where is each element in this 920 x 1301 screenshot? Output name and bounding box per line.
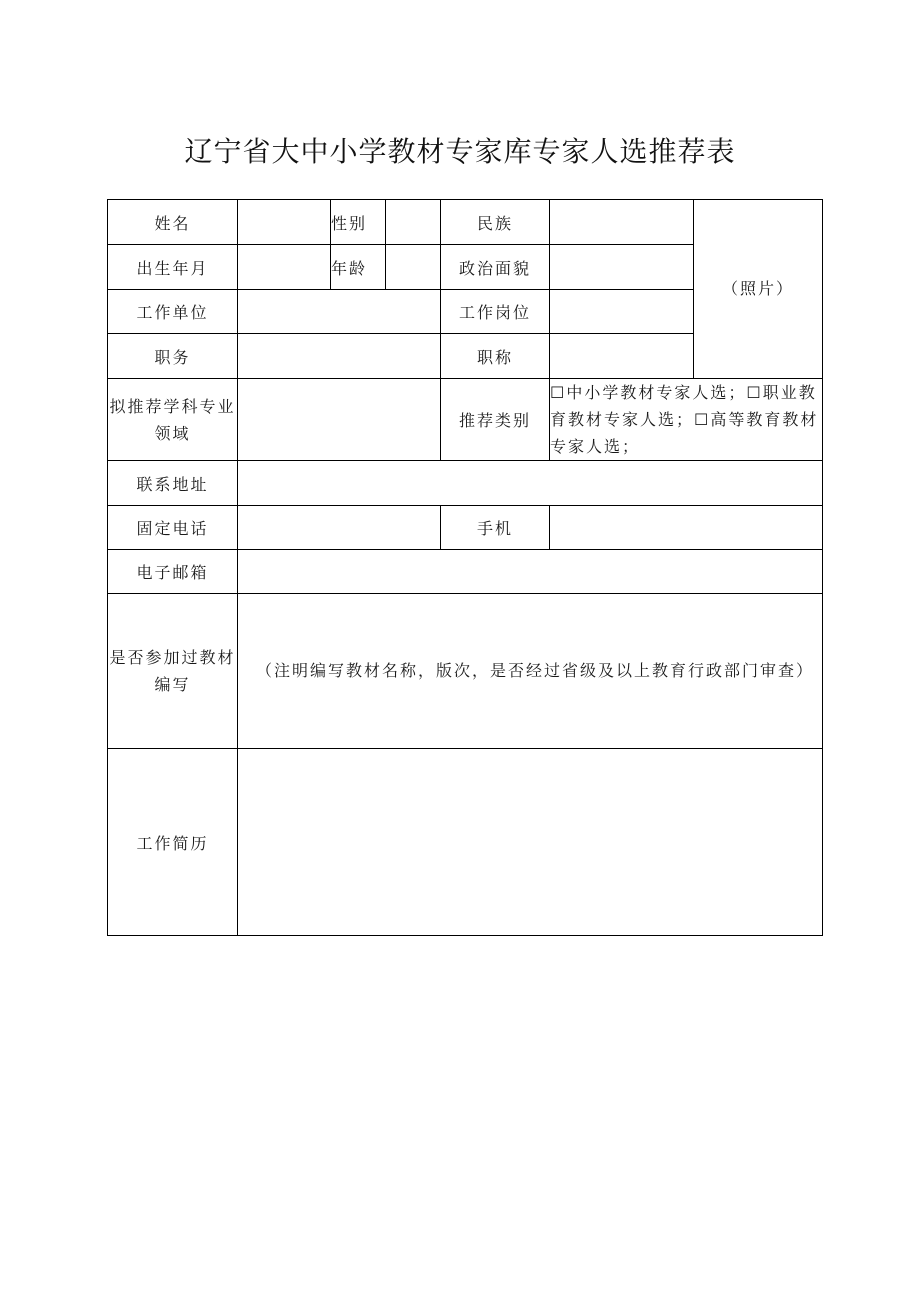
resume-field[interactable]: [238, 749, 823, 936]
resume-label: 工作简历: [108, 749, 238, 936]
email-label: 电子邮箱: [108, 550, 238, 594]
workplace-label: 工作单位: [108, 290, 238, 334]
position-label: 工作岗位: [441, 290, 550, 334]
workplace-field[interactable]: [238, 290, 441, 334]
subject-label-text: 拟推荐学科专业领域: [109, 396, 236, 443]
name-field[interactable]: [238, 200, 331, 245]
landline-label: 固定电话: [108, 506, 238, 550]
recommendation-form: [107, 199, 823, 936]
birth-label: 出生年月: [108, 245, 238, 290]
textbook-label: [108, 594, 238, 749]
category-options[interactable]: ☐中小学教材专家人选；☐职业教育教材专家人选；☐高等教育教材专家人选；: [550, 379, 823, 461]
textbook-label-text: 是否参加过教材编写: [109, 648, 236, 694]
duty-field[interactable]: [238, 334, 441, 379]
rank-label: 职称: [441, 334, 550, 379]
name-label: 姓名: [108, 200, 238, 245]
gender-field[interactable]: [386, 200, 441, 245]
ethnicity-label: 民族: [441, 200, 550, 245]
address-label: 联系地址: [108, 461, 238, 506]
textbook-note: （注明编写教材名称，版次，是否经过省级及以上教育行政部门审查）: [256, 661, 815, 680]
address-field[interactable]: [238, 461, 823, 506]
page-title: 辽宁省大中小学教材专家库专家人选推荐表: [184, 135, 736, 168]
political-label: 政治面貌: [441, 245, 550, 290]
position-field[interactable]: [550, 290, 694, 334]
textbook-field[interactable]: [238, 594, 823, 749]
landline-field[interactable]: [238, 506, 441, 550]
age-label: 年龄: [331, 245, 386, 290]
gender-label: 性别: [331, 200, 386, 245]
mobile-field[interactable]: [550, 506, 823, 550]
birth-field[interactable]: [238, 245, 331, 290]
age-field[interactable]: [386, 245, 441, 290]
ethnicity-field[interactable]: [550, 200, 694, 245]
mobile-label: 手机: [441, 506, 550, 550]
political-field[interactable]: [550, 245, 694, 290]
category-label: 推荐类别: [441, 379, 550, 461]
photo-box[interactable]: （照片）: [694, 200, 823, 379]
subject-field[interactable]: [238, 379, 441, 461]
rank-field[interactable]: [550, 334, 694, 379]
subject-label: [108, 379, 238, 461]
email-field[interactable]: [238, 550, 823, 594]
duty-label: 职务: [108, 334, 238, 379]
